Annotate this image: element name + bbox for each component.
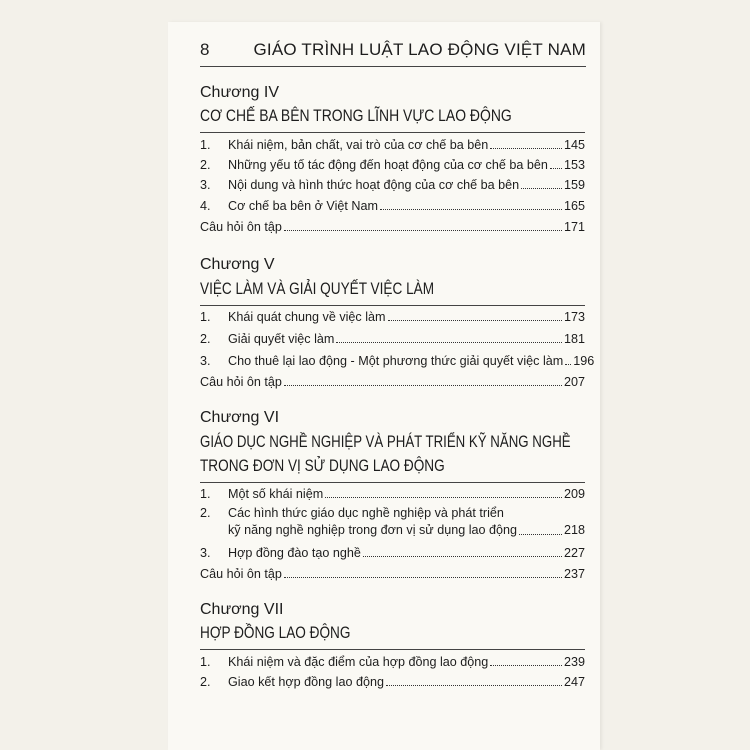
entry-page: 181 bbox=[563, 332, 585, 346]
chapter-rule bbox=[200, 482, 585, 483]
chapter-label: Chương VII bbox=[200, 601, 284, 618]
entry-page: 153 bbox=[563, 158, 585, 172]
dot-leader bbox=[363, 556, 562, 557]
entry-text-continued: kỹ năng nghề nghiệp trong đơn vị sử dụng lao động bbox=[228, 523, 518, 537]
entry-page: 165 bbox=[563, 199, 585, 213]
entry-text: Cho thuê lại lao động - Một phương thức giải quyết việc làm bbox=[228, 354, 564, 368]
dot-leader bbox=[490, 148, 562, 149]
toc-entry[interactable] bbox=[200, 486, 585, 502]
dot-leader bbox=[325, 497, 562, 498]
entry-page: 209 bbox=[563, 487, 585, 501]
review-entry[interactable] bbox=[200, 566, 585, 582]
chapter-label: Chương V bbox=[200, 256, 275, 273]
dot-leader bbox=[550, 168, 562, 169]
dot-leader bbox=[284, 577, 562, 578]
dot-leader bbox=[386, 685, 562, 686]
entry-text: Nội dung và hình thức hoạt động của cơ chế ba bên bbox=[228, 178, 520, 192]
chapter-title: TRONG ĐƠN VỊ SỬ DỤNG LAO ĐỘNG bbox=[200, 456, 445, 475]
dot-leader bbox=[565, 364, 571, 365]
entry-number: 1. bbox=[200, 487, 211, 501]
review-page: 171 bbox=[563, 220, 585, 234]
chapter-rule bbox=[200, 305, 585, 306]
entry-number: 1. bbox=[200, 138, 211, 152]
dot-leader bbox=[519, 534, 562, 535]
entry-text: Giải quyết việc làm bbox=[228, 332, 335, 346]
chapter-title: VIỆC LÀM VÀ GIẢI QUYẾT VIỆC LÀM bbox=[200, 279, 435, 298]
entry-number: 2. bbox=[200, 675, 211, 689]
dot-leader bbox=[336, 342, 562, 343]
chapter-rule bbox=[200, 132, 585, 133]
chapter-title: GIÁO DỤC NGHỀ NGHIỆP VÀ PHÁT TRIỂN KỸ NĂNG NGHỀ bbox=[200, 432, 571, 451]
dot-leader bbox=[388, 320, 562, 321]
entry-page: 218 bbox=[563, 523, 585, 537]
toc-entry[interactable] bbox=[200, 177, 585, 193]
entry-text: Một số khái niệm bbox=[228, 487, 324, 501]
entry-number: 2. bbox=[200, 506, 211, 520]
toc-entry[interactable] bbox=[200, 137, 585, 153]
entry-number: 3. bbox=[200, 354, 211, 368]
review-entry[interactable] bbox=[200, 374, 585, 390]
book-title: GIÁO TRÌNH LUẬT LAO ĐỘNG VIỆT NAM bbox=[253, 40, 586, 59]
entry-number: 3. bbox=[200, 178, 211, 192]
entry-page: 159 bbox=[563, 178, 585, 192]
toc-entry[interactable] bbox=[200, 505, 585, 539]
toc-entry[interactable] bbox=[200, 309, 585, 325]
review-page: 207 bbox=[563, 375, 585, 389]
entry-page: 145 bbox=[563, 138, 585, 152]
chapter-title: HỢP ĐỒNG LAO ĐỘNG bbox=[200, 623, 351, 642]
entry-text: Cơ chế ba bên ở Việt Nam bbox=[228, 199, 378, 213]
toc-entry[interactable] bbox=[200, 353, 595, 369]
dot-leader bbox=[380, 209, 562, 210]
dot-leader bbox=[284, 385, 562, 386]
entry-text: Hợp đồng đào tạo nghề bbox=[228, 546, 361, 560]
toc-entry[interactable] bbox=[200, 654, 585, 670]
entry-text: Khái quát chung về việc làm bbox=[228, 310, 386, 324]
chapter-title: CƠ CHẾ BA BÊN TRONG LĨNH VỰC LAO ĐỘNG bbox=[200, 106, 512, 125]
entry-number: 3. bbox=[200, 546, 211, 560]
entry-text: Những yếu tố tác động đến hoạt động của cơ chế ba bên bbox=[228, 158, 548, 172]
entry-number: 1. bbox=[200, 310, 211, 324]
toc-entry[interactable] bbox=[200, 674, 585, 690]
review-text: Câu hỏi ôn tập bbox=[200, 220, 282, 234]
chapter-label: Chương IV bbox=[200, 84, 280, 101]
entry-text: Các hình thức giáo dục nghề nghiệp và phát triển bbox=[228, 506, 504, 520]
chapter-label: Chương VI bbox=[200, 409, 280, 426]
entry-number: 2. bbox=[200, 332, 211, 346]
page-number: 8 bbox=[200, 40, 210, 59]
dot-leader bbox=[284, 230, 562, 231]
entry-number: 1. bbox=[200, 655, 211, 669]
entry-page: 239 bbox=[563, 655, 585, 669]
toc-entry[interactable] bbox=[200, 157, 585, 173]
header-rule bbox=[200, 66, 586, 67]
toc-entry[interactable] bbox=[200, 545, 585, 561]
toc-entry[interactable] bbox=[200, 198, 585, 214]
toc-entry[interactable] bbox=[200, 331, 585, 347]
dot-leader bbox=[521, 188, 562, 189]
entry-text: Khái niệm và đặc điểm của hợp đồng lao động bbox=[228, 655, 489, 669]
running-header bbox=[200, 40, 586, 68]
review-text: Câu hỏi ôn tập bbox=[200, 567, 282, 581]
review-entry[interactable] bbox=[200, 219, 585, 235]
entry-page: 227 bbox=[563, 546, 585, 560]
review-text: Câu hỏi ôn tập bbox=[200, 375, 282, 389]
entry-number: 2. bbox=[200, 158, 211, 172]
entry-page: 196 bbox=[573, 354, 595, 368]
chapter-rule bbox=[200, 649, 585, 650]
entry-number: 4. bbox=[200, 199, 211, 213]
entry-text: Khái niệm, bản chất, vai trò của cơ chế ba bên bbox=[228, 138, 489, 152]
entry-page: 173 bbox=[563, 310, 585, 324]
entry-page: 247 bbox=[563, 675, 585, 689]
review-page: 237 bbox=[563, 567, 585, 581]
entry-text: Giao kết hợp đồng lao động bbox=[228, 675, 385, 689]
dot-leader bbox=[490, 665, 562, 666]
